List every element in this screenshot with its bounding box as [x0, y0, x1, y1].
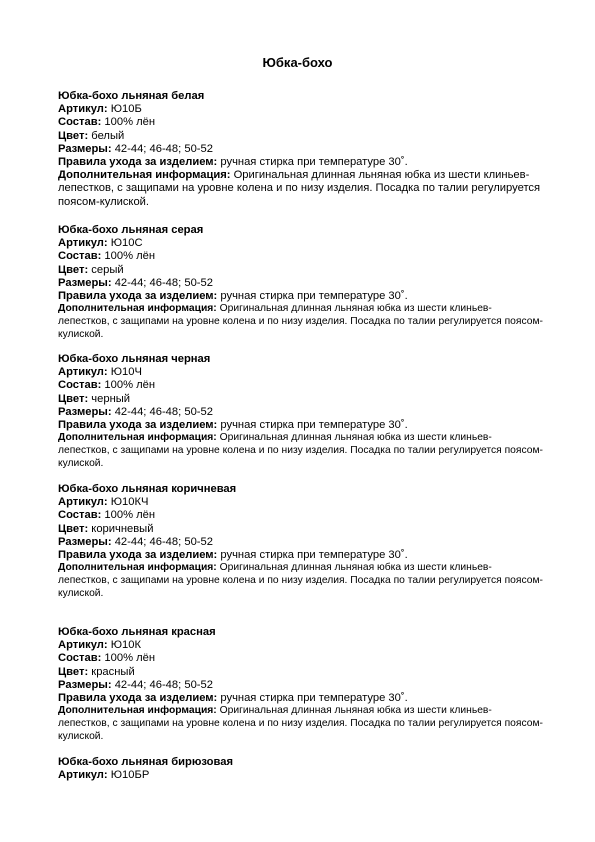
article-row	[58, 103, 543, 116]
article-label: Артикул:	[58, 366, 108, 379]
article-value: Ю10Б	[110, 103, 142, 116]
composition-label: Состав:	[58, 379, 102, 392]
product-name: Юбка-бохо льняная черная	[58, 353, 211, 365]
article-row	[58, 366, 543, 379]
sizes-value: 42-44; 46-48; 50-52	[114, 405, 213, 418]
article-label: Артикул:	[58, 639, 108, 652]
article-row	[58, 496, 543, 509]
color-value: красный	[91, 665, 135, 678]
care-value: ручная стирка при температуре 30˚.	[220, 290, 408, 303]
care-label: Правила ухода за изделием:	[58, 290, 218, 303]
color-row	[58, 393, 543, 406]
product-block	[58, 626, 543, 744]
sizes-value: 42-44; 46-48; 50-52	[114, 276, 213, 289]
article-row	[58, 769, 543, 782]
composition-value: 100% лён	[104, 116, 156, 129]
composition-label: Состав:	[58, 116, 102, 129]
product-name: Юбка-бохо льняная белая	[58, 90, 205, 102]
info-label: Дополнительная информация:	[58, 562, 217, 574]
sizes-label: Размеры:	[58, 276, 112, 289]
product-name: Юбка-бохо льняная бирюзовая	[58, 756, 234, 768]
product-block	[58, 224, 543, 342]
composition-label: Состав:	[58, 652, 102, 665]
sizes-row	[58, 679, 543, 692]
color-row	[58, 523, 543, 536]
article-value: Ю10К	[110, 639, 142, 652]
product-name: Юбка-бохо льняная красная	[58, 626, 216, 638]
care-row	[58, 290, 543, 303]
composition-row	[58, 379, 543, 392]
article-row	[58, 237, 543, 250]
care-label: Правила ухода за изделием:	[58, 692, 218, 705]
info-row	[58, 705, 543, 744]
color-value: серый	[91, 263, 124, 276]
composition-row	[58, 116, 543, 129]
page-title: Юбка-бохо	[262, 55, 333, 70]
info-label: Дополнительная информация:	[58, 705, 217, 717]
info-value: Оригинальная длинная льняная юбка из шести клиньев-лепестков, с защипами на уровне колена и по низу изделия. Посадка по талии регулируется поясом-кулиской.	[58, 432, 543, 470]
care-value: ручная стирка при температуре 30˚.	[220, 419, 408, 432]
product-block	[58, 756, 543, 782]
sizes-row	[58, 143, 543, 156]
sizes-label: Размеры:	[58, 405, 112, 418]
care-value: ручная стирка при температуре 30˚.	[220, 549, 408, 562]
sizes-value: 42-44; 46-48; 50-52	[114, 142, 213, 155]
care-value: ручная стирка при температуре 30˚.	[220, 156, 408, 169]
article-label: Артикул:	[58, 496, 108, 509]
article-row	[58, 639, 543, 652]
sizes-value: 42-44; 46-48; 50-52	[114, 678, 213, 691]
sizes-row	[58, 277, 543, 290]
info-label: Дополнительная информация:	[58, 169, 231, 182]
color-row	[58, 130, 543, 143]
sizes-row	[58, 536, 543, 549]
color-label: Цвет:	[58, 263, 89, 276]
article-label: Артикул:	[58, 237, 108, 250]
care-label: Правила ухода за изделием:	[58, 419, 218, 432]
composition-value: 100% лён	[104, 509, 156, 522]
color-value: коричневый	[91, 522, 154, 535]
info-row	[58, 169, 543, 209]
info-value: Оригинальная длинная льняная юбка из шести клиньев-лепестков, с защипами на уровне колена и по низу изделия. Посадка по талии регулируется поясом-кулиской.	[58, 562, 543, 600]
care-label: Правила ухода за изделием:	[58, 156, 218, 169]
color-row	[58, 666, 543, 679]
info-label: Дополнительная информация:	[58, 432, 217, 444]
composition-value: 100% лён	[104, 250, 156, 263]
color-value: белый	[91, 129, 125, 142]
article-value: Ю10КЧ	[110, 496, 149, 509]
article-value: Ю10БР	[110, 769, 150, 782]
sizes-label: Размеры:	[58, 535, 112, 548]
color-label: Цвет:	[58, 392, 89, 405]
composition-row	[58, 250, 543, 263]
sizes-row	[58, 406, 543, 419]
info-value: Оригинальная длинная льняная юбка из шести клиньев-лепестков, с защипами на уровне колена и по низу изделия. Посадка по талии регулируется поясом-кулиской.	[58, 169, 541, 208]
care-row	[58, 549, 543, 562]
info-label: Дополнительная информация:	[58, 303, 217, 315]
composition-value: 100% лён	[104, 652, 156, 665]
info-row	[58, 432, 543, 471]
product-block	[58, 353, 543, 471]
composition-value: 100% лён	[104, 379, 156, 392]
color-value: черный	[91, 392, 131, 405]
product-name: Юбка-бохо льняная серая	[58, 224, 204, 236]
info-value: Оригинальная длинная льняная юбка из шести клиньев-лепестков, с защипами на уровне колена и по низу изделия. Посадка по талии регулируется поясом-кулиской.	[58, 705, 543, 743]
article-value: Ю10Ч	[110, 366, 142, 379]
care-row	[58, 692, 543, 705]
sizes-label: Размеры:	[58, 142, 112, 155]
product-block	[58, 90, 543, 209]
sizes-label: Размеры:	[58, 678, 112, 691]
info-row	[58, 303, 543, 342]
article-value: Ю10С	[110, 237, 143, 250]
color-label: Цвет:	[58, 665, 89, 678]
color-label: Цвет:	[58, 129, 89, 142]
product-name: Юбка-бохо льняная коричневая	[58, 483, 237, 495]
composition-row	[58, 509, 543, 522]
composition-label: Состав:	[58, 250, 102, 263]
sizes-value: 42-44; 46-48; 50-52	[114, 535, 213, 548]
product-block	[58, 483, 543, 601]
care-row	[58, 419, 543, 432]
care-label: Правила ухода за изделием:	[58, 549, 218, 562]
color-row	[58, 264, 543, 277]
color-label: Цвет:	[58, 522, 89, 535]
care-row	[58, 156, 543, 169]
composition-row	[58, 652, 543, 665]
info-value: Оригинальная длинная льняная юбка из шести клиньев-лепестков, с защипами на уровне колена и по низу изделия. Посадка по талии регулируется поясом-кулиской.	[58, 303, 543, 341]
article-label: Артикул:	[58, 769, 108, 782]
composition-label: Состав:	[58, 509, 102, 522]
article-label: Артикул:	[58, 103, 108, 116]
care-value: ручная стирка при температуре 30˚.	[220, 692, 408, 705]
info-row	[58, 562, 543, 601]
